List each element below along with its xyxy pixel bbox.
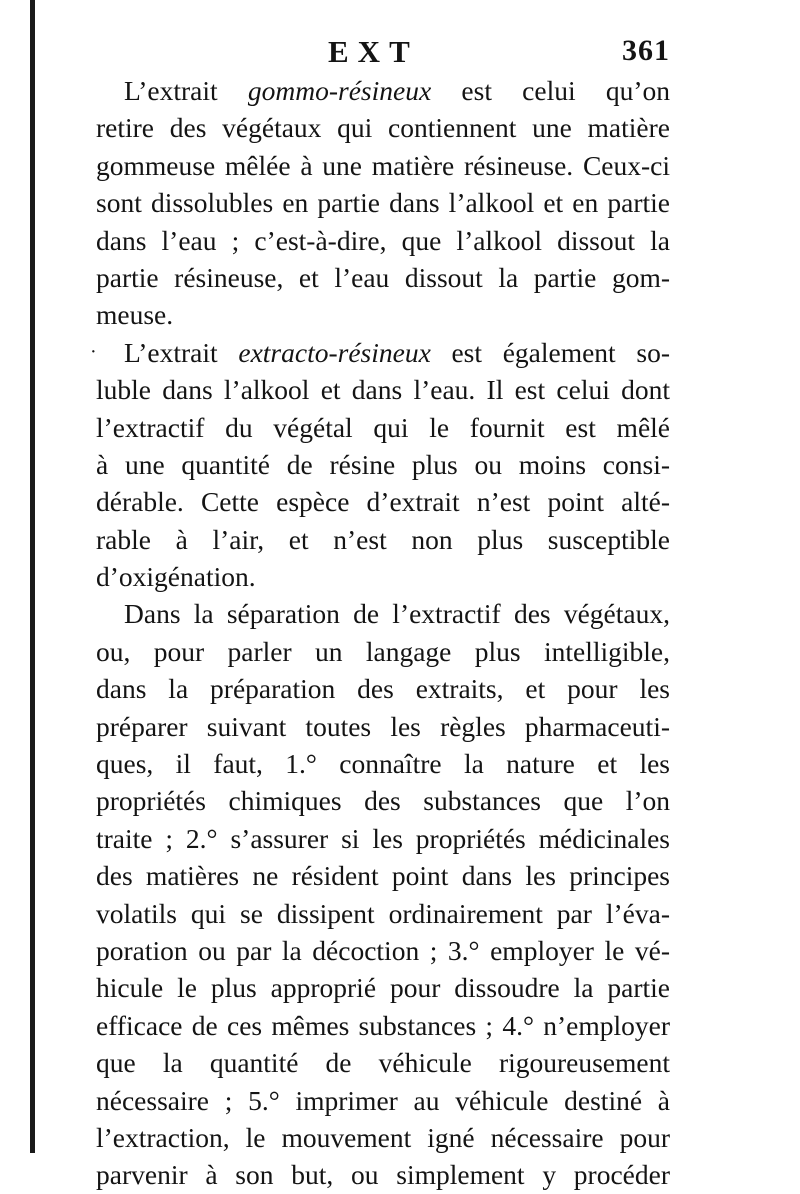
text-line: préparer suivant toutes les règles pharmaceuti-	[96, 710, 670, 742]
page-header	[100, 34, 670, 74]
text-line: nécessaire ; 5.° imprimer au véhicule destiné à	[96, 1084, 670, 1116]
text-line: que la quantité de véhicule rigoureusement	[96, 1047, 670, 1079]
text-line: propriétés chimiques des substances que l’on	[96, 785, 670, 817]
text-run: L’extrait	[124, 75, 248, 106]
text-line: l’extraction, le mouvement igné nécessaire pour	[96, 1121, 670, 1153]
text-line: ques, il faut, 1.° connaître la nature et les	[96, 748, 670, 780]
text-line: efficace de ces mêmes substances ; 4.° n’employer	[96, 1009, 670, 1041]
text-line: parvenir à son but, ou simplement y procéder	[96, 1159, 670, 1191]
paragraph-extracto-resineux	[90, 334, 670, 596]
text-line: rable à l’air, et n’est non plus susceptible	[96, 523, 670, 555]
text-line: à une quantité de résine plus ou moins consi-	[96, 448, 670, 480]
text-line: Dans la séparation de l’extractif des végétaux,	[124, 598, 670, 630]
paragraph-gommo-resineux	[96, 72, 670, 334]
gutter-edge	[30, 0, 35, 1153]
text-line: hicule le plus approprié pour dissoudre la partie	[96, 972, 670, 1004]
stray-mark: ·	[90, 340, 97, 363]
text-line: poration ou par la décoction ; 3.° employer le vé-	[96, 934, 670, 966]
text-line: traite ; 2.° s’assurer si les propriétés médicinales	[96, 822, 670, 854]
paragraph-separation	[96, 595, 670, 1193]
text-line: partie résineuse, et l’eau dissout la partie gom-	[96, 261, 670, 293]
text-line	[96, 72, 670, 109]
text-run: est également so-	[430, 336, 670, 368]
text-line: dans la préparation des extraits, et pour les	[96, 673, 670, 705]
text-line: gommeuse mêlée à une matière résineuse. Ceux-ci	[96, 149, 670, 181]
text-line	[90, 334, 670, 371]
text-run: L’extrait	[124, 336, 239, 368]
text-line: dérable. Cette espèce d’extrait n’est point alté-	[96, 486, 670, 518]
text-line: volatils qui se dissipent ordinairement par l’éva-	[96, 897, 670, 929]
body-text	[90, 72, 670, 1194]
text-line: luble dans l’alkool et dans l’eau. Il est celui dont	[96, 374, 670, 406]
text-line: meuse.	[96, 299, 174, 331]
italic-term: gommo-résineux	[247, 75, 432, 106]
text-run: est celui qu’on	[431, 75, 670, 106]
italic-term: extracto-résineux	[238, 336, 431, 368]
text-line: ou, pour parler un langage plus intelligible,	[96, 635, 670, 667]
text-line: des matières ne résident point dans les principes	[96, 860, 670, 892]
running-head: EXT	[328, 34, 419, 69]
text-line: l’extractif du végétal qui le fournit est mêlé	[96, 411, 670, 443]
text-line: dans l’eau ; c’est-à-dire, que l’alkool dissout la	[96, 224, 670, 256]
text-line: sont dissolubles en partie dans l’alkool et en partie	[96, 187, 670, 219]
text-line: d’oxigénation.	[96, 561, 256, 593]
page-number: 361	[622, 34, 670, 67]
text-line: retire des végétaux qui contiennent une matière	[96, 112, 670, 144]
